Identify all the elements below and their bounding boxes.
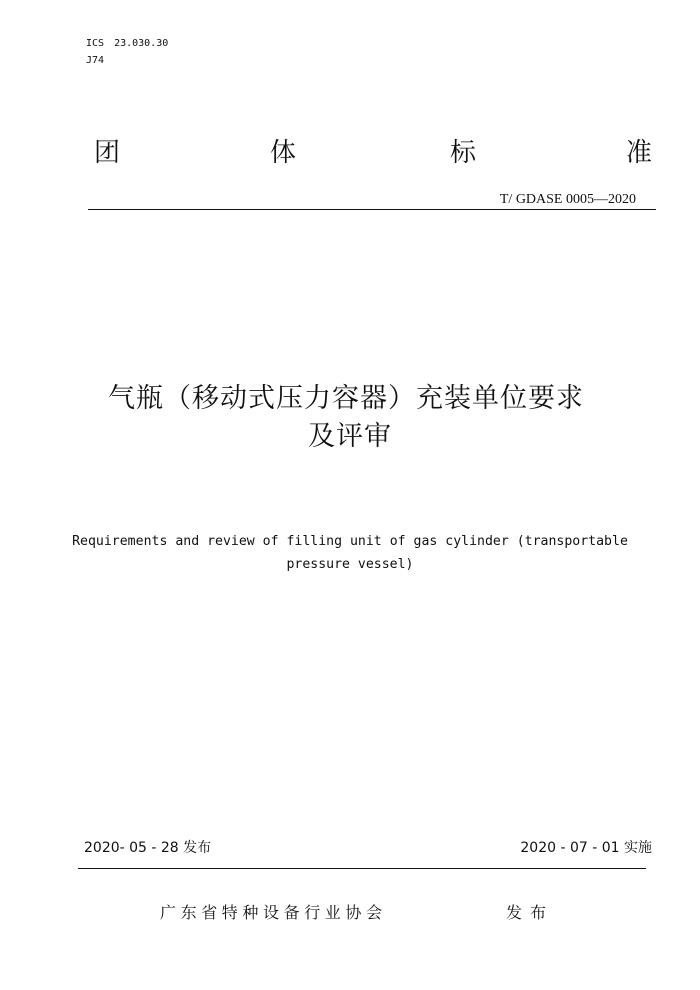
standard-type-char-3: 标	[450, 138, 477, 168]
ics-code: 23.030.30	[114, 38, 169, 49]
standard-type-char-2: 体	[270, 138, 297, 168]
english-title-line-1: Requirements and review of filling unit of gas cylinder (transportable	[72, 534, 628, 549]
issue-date: 2020- 05 - 28 发布	[84, 840, 212, 856]
english-title-line-2: pressure vessel)	[286, 557, 414, 572]
issuing-organization: 广东省特种设备行业协会	[160, 903, 387, 922]
chinese-title-line-2: 及评审	[308, 421, 392, 452]
publish-label: 发布	[506, 903, 555, 922]
chinese-title-line-1: 气瓶（移动式压力容器）充装单位要求	[108, 383, 584, 414]
top-divider	[88, 209, 656, 210]
standard-type-char-4: 准	[626, 138, 653, 168]
standard-type-char-1: 团	[94, 138, 121, 168]
ics-label: ICS	[86, 38, 105, 49]
implementation-date: 2020 - 07 - 01 实施	[520, 840, 652, 856]
standard-number: T/ GDASE 0005—2020	[499, 192, 636, 207]
bottom-divider	[78, 868, 646, 869]
ics-line	[86, 37, 168, 50]
classification-code: J74	[86, 55, 105, 66]
